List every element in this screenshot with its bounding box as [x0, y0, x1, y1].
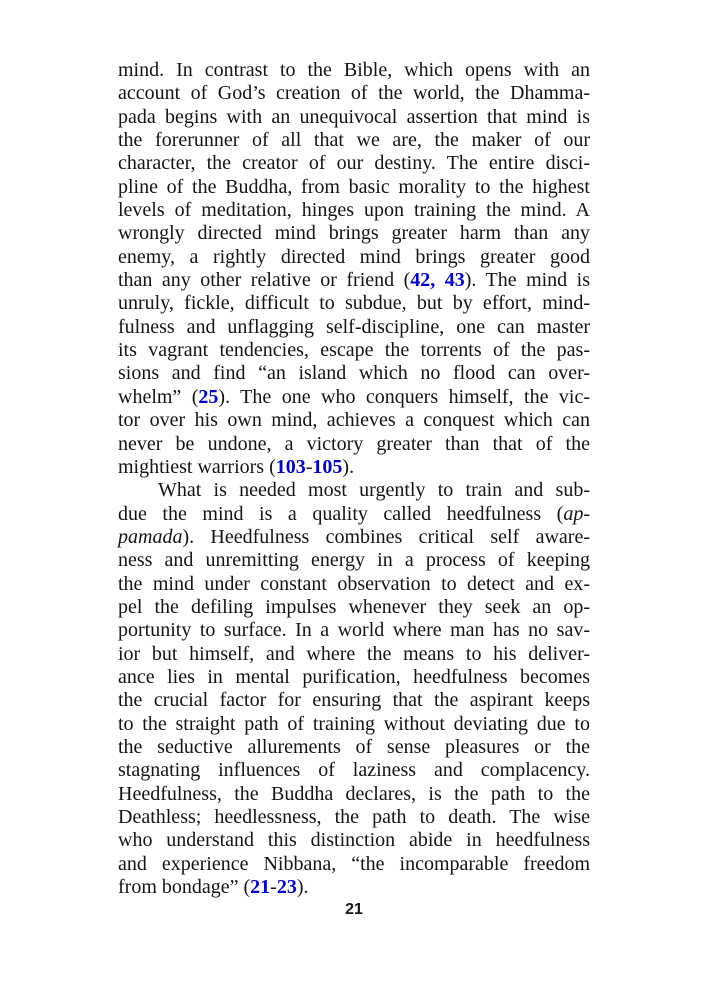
text-run: its vagrant tendencies, escape the torrents of the pas-: [118, 339, 590, 362]
text-line: [118, 573, 590, 596]
text-line: [118, 689, 590, 712]
verse-link[interactable]: 21: [250, 876, 271, 899]
text-run: than any other relative or friend (: [118, 269, 411, 292]
text-line: [118, 292, 590, 315]
text-line: [118, 526, 590, 549]
text-line: [118, 596, 590, 619]
text-line: [118, 269, 590, 292]
text-run: due the mind is a quality called heedfulness (: [118, 502, 564, 525]
text-run: pada begins with an unequivocal assertion that mind is: [118, 105, 590, 128]
text-run: stagnating influences of laziness and complacency.: [118, 759, 590, 782]
page-number: 21: [345, 901, 363, 918]
text-run: to the straight path of training without deviating due to: [118, 712, 590, 735]
text-run: fulness and unflagging self-discipline, one can master: [118, 315, 590, 338]
text-run: pline of the Buddha, from basic morality to the highest: [118, 175, 590, 198]
body-text: [118, 59, 590, 899]
text-line: [118, 759, 590, 782]
text-run: portunity to surface. In a world where man has no sav-: [118, 619, 590, 642]
pali-term-italic: ap-: [563, 502, 590, 525]
text-line: [118, 853, 590, 876]
text-run: ). The mind is: [464, 269, 590, 292]
text-line: [118, 316, 590, 339]
verse-link[interactable]: 105: [312, 455, 343, 478]
text-run: enemy, a rightly directed mind brings greater good: [118, 245, 590, 268]
text-line: [118, 643, 590, 666]
text-line: [118, 736, 590, 759]
text-run: levels of meditation, hinges upon training the mind. A: [118, 199, 590, 222]
pali-term-italic: pamada: [118, 525, 183, 548]
text-line: [118, 199, 590, 222]
text-run: ness and unremitting energy in a process of keeping: [118, 549, 590, 572]
text-line: [118, 152, 590, 175]
text-run: sions and find “an island which no flood can over-: [118, 362, 590, 385]
text-run: ). The one who conquers himself, the vic-: [218, 385, 590, 408]
text-run: the mind under constant observation to detect and ex-: [118, 572, 590, 595]
text-line: [118, 783, 590, 806]
text-run: tor over his own mind, achieves a conquest which can: [118, 409, 590, 432]
text-line: [118, 129, 590, 152]
text-run: character, the creator of our destiny. The entire disci-: [118, 152, 590, 175]
text-run: pel the defiling impulses whenever they seek an op-: [118, 595, 590, 618]
text-run: -: [270, 876, 277, 899]
text-run: and experience Nibbana, “the incomparable freedom: [118, 852, 590, 875]
text-line: [118, 479, 590, 502]
text-run: never be undone, a victory greater than that of the: [118, 432, 590, 455]
text-run: ance lies in mental purification, heedfulness becomes: [118, 665, 590, 688]
text-run: whelm” (: [118, 385, 199, 408]
text-line: [118, 713, 590, 736]
text-line: [118, 456, 590, 479]
text-run: account of God’s creation of the world, the Dhamma-: [118, 82, 590, 105]
verse-link[interactable]: 103: [275, 455, 306, 478]
text-line: [118, 409, 590, 432]
text-line: [118, 549, 590, 572]
text-line: [118, 339, 590, 362]
text-run: from bondage” (: [118, 876, 251, 899]
text-run: wrongly directed mind brings greater harm than any: [118, 222, 590, 245]
text-run: What is needed most urgently to train and sub-: [158, 479, 590, 502]
text-run: unruly, fickle, difficult to subdue, but by effort, mind-: [118, 292, 590, 315]
text-line: [118, 876, 590, 899]
text-run: Deathless; heedlessness, the path to death. The wise: [118, 806, 590, 828]
text-line: [118, 806, 590, 829]
text-run: [435, 269, 444, 291]
text-run: ). Heedfulness combines critical self aware-: [182, 525, 590, 548]
text-run: ).: [342, 455, 355, 478]
text-line: [118, 246, 590, 269]
text-line: [118, 222, 590, 245]
text-line: [118, 386, 590, 409]
text-line: [118, 433, 590, 456]
text-run: the seductive allurements of sense pleasures or the: [118, 735, 590, 758]
text-run: ior but himself, and where the means to his deliver-: [118, 642, 590, 665]
text-line: [118, 666, 590, 689]
text-line: [118, 59, 590, 82]
text-run: Heedfulness, the Buddha declares, is the path to the: [118, 782, 590, 805]
verse-link[interactable]: 43: [444, 269, 465, 292]
verse-link[interactable]: 23: [276, 876, 297, 899]
verse-link[interactable]: 25: [198, 385, 219, 408]
text-line: [118, 176, 590, 199]
text-run: mind. In contrast to the Bible, which opens with an: [118, 59, 590, 81]
text-line: [118, 619, 590, 642]
text-line: [118, 362, 590, 385]
text-run: ).: [296, 876, 309, 899]
text-line: [118, 829, 590, 852]
text-run: who understand this distinction abide in heedfulness: [118, 829, 590, 852]
text-run: mightiest warriors (: [118, 455, 276, 478]
text-line: [118, 106, 590, 129]
verse-link[interactable]: 42,: [410, 269, 436, 292]
text-run: the forerunner of all that we are, the maker of our: [118, 129, 590, 152]
text-line: [118, 503, 590, 526]
text-run: -: [305, 455, 313, 478]
text-line: [118, 82, 590, 105]
text-run: the crucial factor for ensuring that the aspirant keeps: [118, 689, 590, 712]
